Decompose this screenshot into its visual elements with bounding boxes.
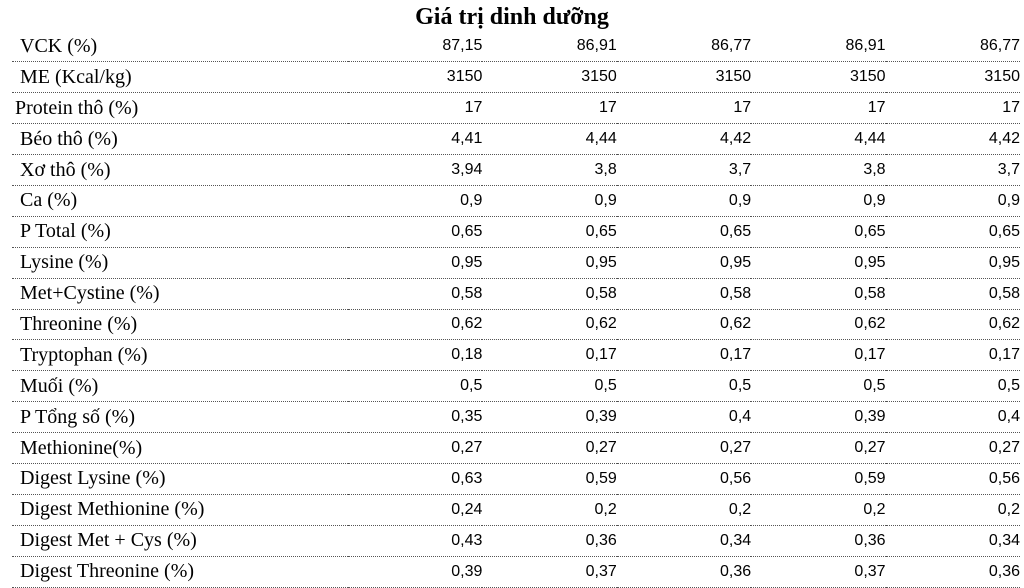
row-value-col-4: 0,65	[751, 216, 885, 247]
row-value-col-5: 0,4	[886, 402, 1020, 433]
row-value-col-2: 0,36	[482, 525, 616, 556]
row-value-col-5: 0,62	[886, 309, 1020, 340]
row-label: Digest Methionine (%)	[12, 494, 348, 525]
row-value-col-5: 0,95	[886, 247, 1020, 278]
table-row	[12, 556, 1020, 587]
row-value-col-4: 0,36	[751, 525, 885, 556]
row-label: Met+Cystine (%)	[12, 278, 348, 309]
row-value-col-3: 0,65	[617, 216, 751, 247]
row-value-col-3: 0,95	[617, 247, 751, 278]
row-value-col-1: 0,63	[348, 463, 482, 494]
row-value-col-1: 0,27	[348, 433, 482, 464]
row-value-col-4: 0,62	[751, 309, 885, 340]
row-value-col-3: 0,62	[617, 309, 751, 340]
row-value-col-4: 0,39	[751, 402, 885, 433]
table-row	[12, 402, 1020, 433]
row-value-col-5: 0,17	[886, 340, 1020, 371]
row-value-col-1: 0,62	[348, 309, 482, 340]
row-label: Threonine (%)	[12, 309, 348, 340]
row-value-col-4: 17	[751, 93, 885, 124]
row-value-col-2: 0,5	[482, 371, 616, 402]
row-value-col-2: 4,44	[482, 124, 616, 155]
row-value-col-2: 0,37	[482, 556, 616, 587]
row-value-col-2: 0,58	[482, 278, 616, 309]
row-value-col-1: 0,43	[348, 525, 482, 556]
row-value-col-5: 0,65	[886, 216, 1020, 247]
row-label: Digest Threonine (%)	[12, 556, 348, 587]
table-row	[12, 216, 1020, 247]
row-value-col-5: 17	[886, 93, 1020, 124]
row-value-col-4: 3150	[751, 62, 885, 93]
row-value-col-3: 86,77	[617, 31, 751, 62]
row-value-col-5: 0,58	[886, 278, 1020, 309]
row-value-col-5: 0,2	[886, 494, 1020, 525]
row-value-col-4: 86,91	[751, 31, 885, 62]
row-value-col-2: 0,62	[482, 309, 616, 340]
table-row	[12, 309, 1020, 340]
table-row	[12, 93, 1020, 124]
row-label: Lysine (%)	[12, 247, 348, 278]
row-label: Methionine(%)	[12, 433, 348, 464]
row-value-col-5: 86,77	[886, 31, 1020, 62]
row-value-col-2: 0,2	[482, 494, 616, 525]
row-value-col-4: 0,2	[751, 494, 885, 525]
table-row	[12, 124, 1020, 155]
row-label: VCK (%)	[12, 31, 348, 62]
table-row	[12, 247, 1020, 278]
row-value-col-2: 0,39	[482, 402, 616, 433]
table-row	[12, 185, 1020, 216]
table-row	[12, 278, 1020, 309]
row-value-col-5: 0,36	[886, 556, 1020, 587]
row-value-col-5: 0,27	[886, 433, 1020, 464]
table-row	[12, 494, 1020, 525]
row-value-col-3: 4,42	[617, 124, 751, 155]
row-value-col-1: 0,18	[348, 340, 482, 371]
row-value-col-4: 0,27	[751, 433, 885, 464]
row-label: Digest Lysine (%)	[12, 463, 348, 494]
row-value-col-1: 0,9	[348, 185, 482, 216]
row-value-col-1: 0,24	[348, 494, 482, 525]
row-value-col-5: 3150	[886, 62, 1020, 93]
row-value-col-1: 17	[348, 93, 482, 124]
table-row	[12, 463, 1020, 494]
row-value-col-3: 0,17	[617, 340, 751, 371]
row-value-col-4: 0,9	[751, 185, 885, 216]
row-value-col-4: 0,5	[751, 371, 885, 402]
table-title: Giá trị dinh dưỡng	[415, 4, 609, 30]
row-label: Digest Met + Cys (%)	[12, 525, 348, 556]
row-value-col-3: 3150	[617, 62, 751, 93]
row-value-col-5: 0,5	[886, 371, 1020, 402]
row-value-col-1: 3,94	[348, 155, 482, 186]
row-label: ME (Kcal/kg)	[12, 62, 348, 93]
row-value-col-5: 3,7	[886, 155, 1020, 186]
row-value-col-2: 0,27	[482, 433, 616, 464]
row-label: Béo thô (%)	[12, 124, 348, 155]
row-value-col-3: 17	[617, 93, 751, 124]
row-label: Muối (%)	[12, 371, 348, 402]
row-value-col-1: 0,5	[348, 371, 482, 402]
row-value-col-1: 0,95	[348, 247, 482, 278]
row-value-col-3: 0,4	[617, 402, 751, 433]
row-label: P Tổng số (%)	[12, 402, 348, 433]
table-row	[12, 525, 1020, 556]
row-value-col-5: 0,9	[886, 185, 1020, 216]
table-row	[12, 62, 1020, 93]
table-row	[12, 371, 1020, 402]
row-value-col-2: 0,59	[482, 463, 616, 494]
row-value-col-1: 4,41	[348, 124, 482, 155]
row-label: Protein thô (%)	[12, 93, 348, 124]
nutrition-table	[12, 31, 1020, 588]
table-row	[12, 155, 1020, 186]
row-value-col-4: 4,44	[751, 124, 885, 155]
row-label: Xơ thô (%)	[12, 155, 348, 186]
row-value-col-4: 3,8	[751, 155, 885, 186]
row-value-col-1: 0,65	[348, 216, 482, 247]
row-value-col-5: 4,42	[886, 124, 1020, 155]
row-value-col-3: 0,2	[617, 494, 751, 525]
row-value-col-3: 0,9	[617, 185, 751, 216]
row-value-col-3: 0,5	[617, 371, 751, 402]
table-row	[12, 31, 1020, 62]
row-value-col-3: 0,56	[617, 463, 751, 494]
row-value-col-1: 0,58	[348, 278, 482, 309]
row-value-col-4: 0,95	[751, 247, 885, 278]
row-value-col-2: 3,8	[482, 155, 616, 186]
row-value-col-2: 17	[482, 93, 616, 124]
row-value-col-4: 0,17	[751, 340, 885, 371]
table-row	[12, 433, 1020, 464]
row-value-col-3: 3,7	[617, 155, 751, 186]
row-value-col-1: 87,15	[348, 31, 482, 62]
row-value-col-4: 0,59	[751, 463, 885, 494]
row-label: P Total (%)	[12, 216, 348, 247]
row-value-col-5: 0,34	[886, 525, 1020, 556]
row-value-col-1: 0,39	[348, 556, 482, 587]
row-value-col-2: 0,95	[482, 247, 616, 278]
row-value-col-2: 0,65	[482, 216, 616, 247]
row-value-col-3: 0,58	[617, 278, 751, 309]
row-value-col-1: 0,35	[348, 402, 482, 433]
row-value-col-2: 86,91	[482, 31, 616, 62]
table-row	[12, 340, 1020, 371]
row-value-col-3: 0,36	[617, 556, 751, 587]
row-label: Ca (%)	[12, 185, 348, 216]
row-value-col-2: 0,17	[482, 340, 616, 371]
row-value-col-1: 3150	[348, 62, 482, 93]
row-value-col-3: 0,34	[617, 525, 751, 556]
row-label: Tryptophan (%)	[12, 340, 348, 371]
table-body	[12, 31, 1020, 587]
row-value-col-4: 0,58	[751, 278, 885, 309]
row-value-col-5: 0,56	[886, 463, 1020, 494]
row-value-col-3: 0,27	[617, 433, 751, 464]
row-value-col-2: 3150	[482, 62, 616, 93]
row-value-col-2: 0,9	[482, 185, 616, 216]
row-value-col-4: 0,37	[751, 556, 885, 587]
